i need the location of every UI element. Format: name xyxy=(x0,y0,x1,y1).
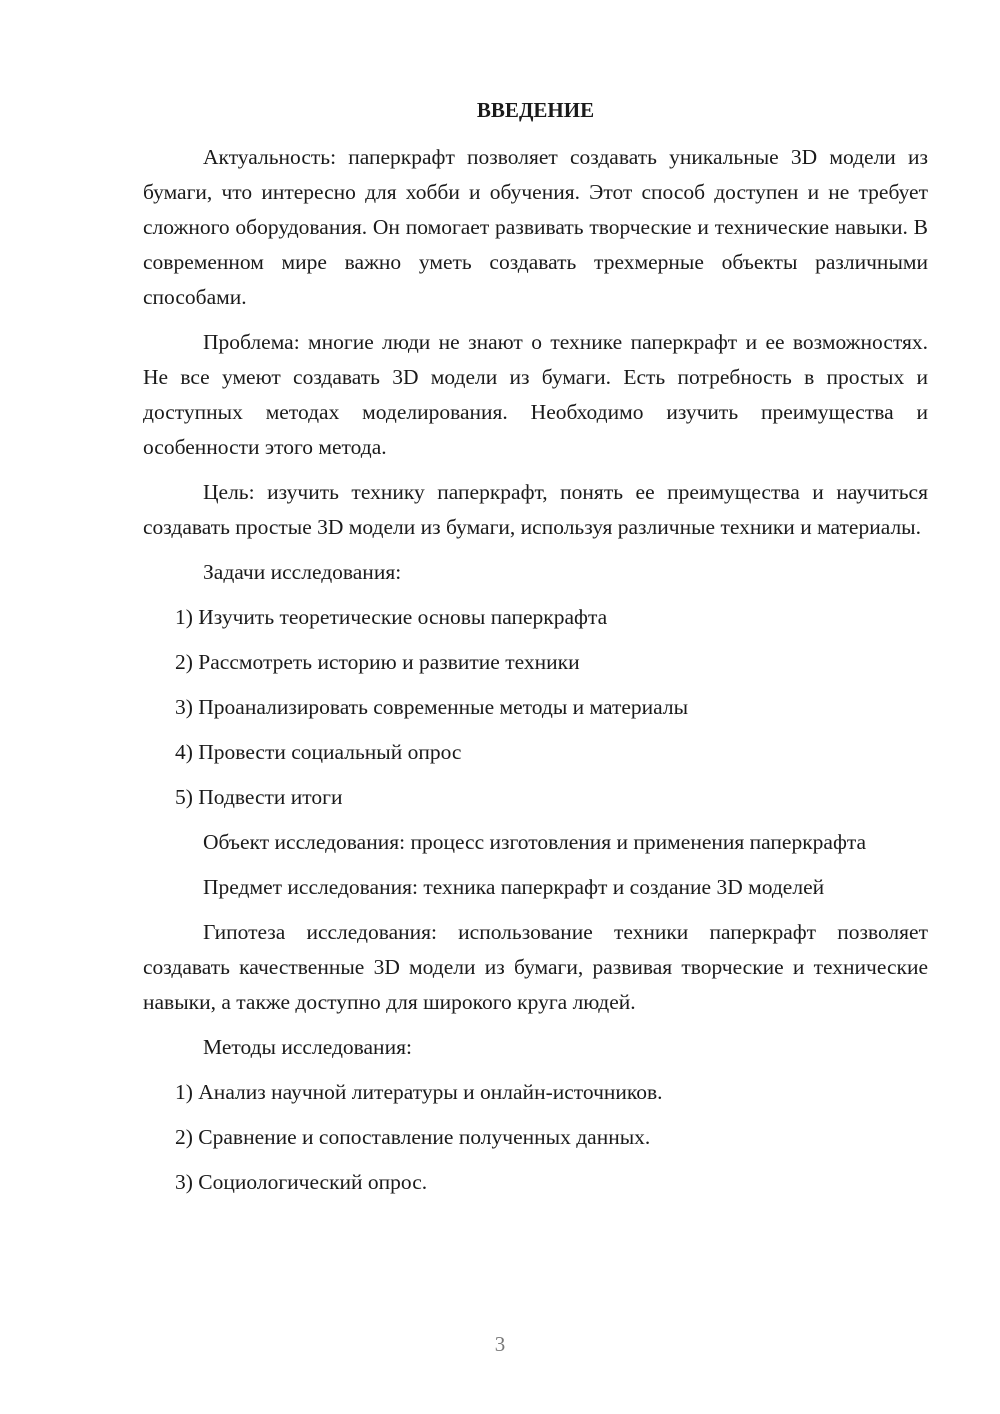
list-item: 1) Анализ научной литературы и онлайн-источников. xyxy=(175,1080,663,1104)
methods-list xyxy=(143,1075,928,1200)
document-page xyxy=(143,90,928,1210)
methods-heading: Методы исследования: xyxy=(203,1035,412,1059)
object-paragraph: Объект исследования: процесс изготовления и применения паперкрафта xyxy=(203,830,867,854)
list-item: 5) Подвести итоги xyxy=(175,785,343,809)
goal-paragraph: Цель: изучить технику паперкрафт, понять ее преимущества и научиться создавать простые 3D модели из бумаги, используя различные техники и материалы. xyxy=(143,480,928,539)
tasks-list xyxy=(143,600,928,815)
problem-paragraph: Проблема: многие люди не знают о технике паперкрафт и ее возможностях. Не все умеют создавать 3D модели из бумаги. Есть потребность в простых и доступных методах моделирования. Необходимо изучить преимущества и особенности этого метода. xyxy=(143,330,928,459)
hypothesis-paragraph: Гипотеза исследования: использование техники паперкрафт позволяет создавать качественные 3D модели из бумаги, развивая творческие и технические навыки, а также доступно для широкого круга людей. xyxy=(143,920,928,1014)
section-title: ВВЕДЕНИЕ xyxy=(476,98,595,122)
subject-paragraph: Предмет исследования: техника паперкрафт и создание 3D моделей xyxy=(203,875,825,899)
relevance-paragraph: Актуальность: паперкрафт позволяет создавать уникальные 3D модели из бумаги, что интересно для хобби и обучения. Этот способ доступен и не требует сложного оборудования. Он помогает развивать творческие и технические навыки. В современном мире важно уметь создавать трехмерные объекты различными способами. xyxy=(143,145,928,309)
list-item: 2) Рассмотреть историю и развитие техники xyxy=(175,650,580,674)
list-item: 3) Социологический опрос. xyxy=(175,1170,428,1194)
tasks-heading: Задачи исследования: xyxy=(203,560,402,584)
list-item: 2) Сравнение и сопоставление полученных данных. xyxy=(175,1125,651,1149)
list-item: 3) Проанализировать современные методы и материалы xyxy=(175,695,689,719)
page-number: 3 xyxy=(494,1332,506,1356)
list-item: 4) Провести социальный опрос xyxy=(175,740,462,764)
list-item: 1) Изучить теоретические основы паперкрафта xyxy=(175,605,608,629)
